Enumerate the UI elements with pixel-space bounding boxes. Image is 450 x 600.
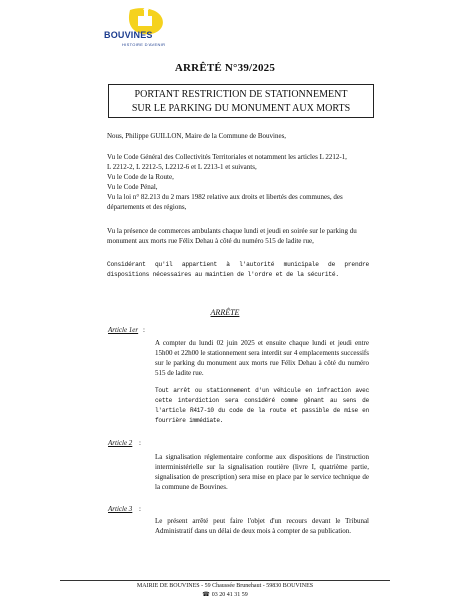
vu-line: Vu le Code de la Route, [107, 173, 174, 181]
article-2-label: Article 2 [108, 439, 133, 447]
footer-phone-line [0, 591, 450, 598]
article-1-label: Article 1er [108, 326, 139, 334]
article-3-colon: : [139, 505, 141, 513]
article-1-colon: : [143, 326, 145, 334]
vu-line: Vu le Code Général des Collectivités Territoriales et notamment les articles L 2212-1, [107, 153, 347, 161]
considerant-paragraph: Considérant qu'il appartient à l'autorité municipale de prendre dispositions nécessaires au maintien de l'ordre et de la sécurité. [107, 261, 369, 278]
article-1-paragraph: A compter du lundi 02 juin 2025 et ensuite chaque lundi et jeudi entre 15h00 et 22h00 le stationnement sera interdit sur 4 emplacements successifs sur le parking du monument aux morts rue Félix Dehau à côté du numéro 515 de ladite rue. [155, 339, 369, 377]
intro-paragraph: Nous, Philippe GUILLON, Maire de la Commune de Bouvines, [107, 132, 287, 140]
vu-line: départements et des régions, [107, 203, 187, 211]
logo-tagline: HISTOIRE D'AVENIR [122, 42, 166, 47]
decree-subject-box [108, 84, 374, 118]
phone-icon: ☎ [202, 592, 210, 598]
article-3-paragraph: Le présent arrêté peut faire l'objet d'un recours devant le Tribunal Administratif dans un délai de deux mois à compter de sa publication. [155, 517, 369, 535]
arrete-heading: ARRÊTE [210, 308, 240, 317]
subject-line-1: PORTANT RESTRICTION DE STATIONNEMENT [134, 89, 348, 100]
vu-line: Vu le Code Pénal, [107, 183, 158, 191]
vu-line: Vu la loi n° 82.213 du 2 mars 1982 relative aux droits et libertés des communes, des [107, 193, 343, 201]
vu-line: L 2212-2, L 2212-5, L2212-6 et L 2213-1 et suivants, [107, 163, 257, 171]
bouvines-logo [100, 6, 180, 54]
logo-name: BOUVINES [104, 30, 153, 40]
article-3-label: Article 3 [108, 505, 133, 513]
footer-divider [60, 580, 390, 581]
decree-title: ARRÊTÉ N°39/2025 [174, 62, 276, 74]
footer-phone: 03 20 41 31 59 [211, 592, 248, 598]
article-2-colon: : [139, 439, 141, 447]
subject-line-2: SUR LE PARKING DU MONUMENT AUX MORTS [131, 103, 351, 114]
article-2-paragraph: La signalisation réglementaire conforme aux dispositions de l'instruction interministérielle sur la signalisation routière (livre I, quatrième partie, signalisation de prescription) sera mise en place par le service technique de la commune de Bouvines. [155, 453, 369, 491]
vu-list [107, 152, 369, 212]
article-1-paragraph: Tout arrêt ou stationnement d'un véhicule en infraction avec cette interdiction sera considéré comme gênant au sens de l'article R417-10 du code de la route et passible de mise en fourrière immédiate. [155, 387, 369, 424]
footer-address: MAIRIE DE BOUVINES - 59 Chaussée Brunehaut - 59830 BOUVINES [136, 583, 314, 589]
presence-paragraph: Vu la présence de commerces ambulants chaque lundi et jeudi en soirée sur le parking du monument aux morts rue Félix Dehau à côté du numéro 515 de ladite rue, [107, 227, 357, 245]
